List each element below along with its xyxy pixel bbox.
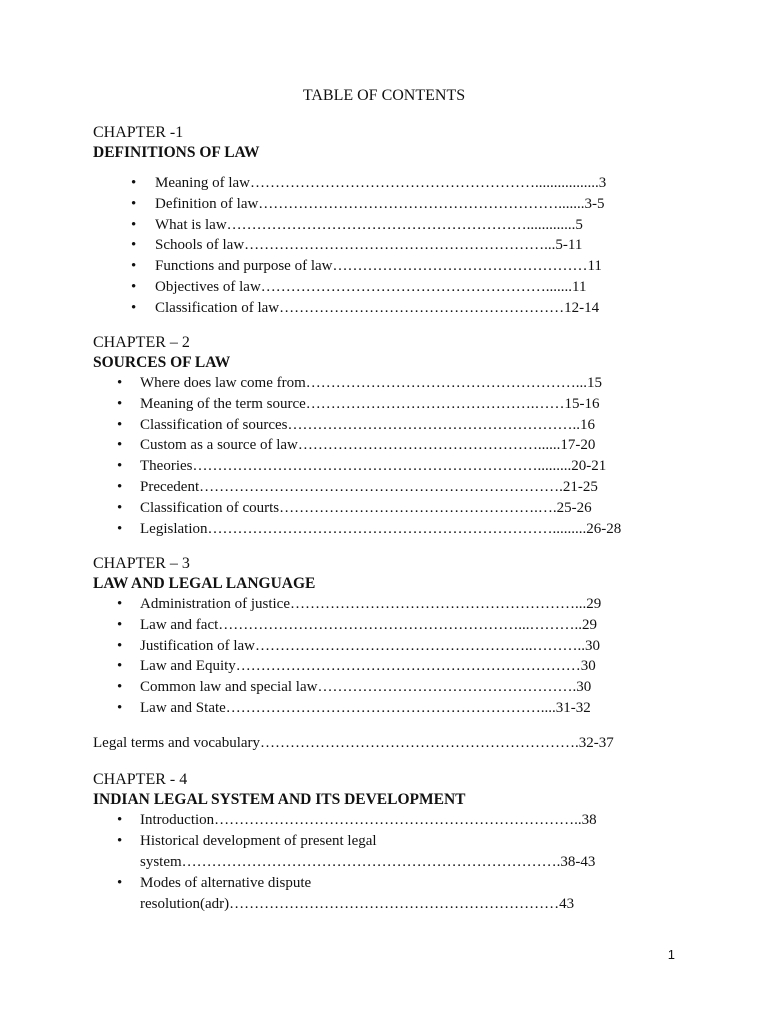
chapter-items <box>93 810 683 915</box>
toc-entry[interactable]: • Administration of justice…………………………………………………...29 <box>93 594 683 615</box>
bullet-icon: • <box>131 258 137 275</box>
toc-entry[interactable]: • Objectives of law………………………………………………….......11 <box>93 277 683 298</box>
toc-entry[interactable]: • Common law and special law…………………………………………….30 <box>93 677 683 698</box>
bullet-icon: • <box>117 616 123 633</box>
bullet-icon: • <box>117 499 123 516</box>
bullet-icon: • <box>131 237 137 254</box>
bullet-icon: • <box>117 520 123 537</box>
bullet-icon: • <box>131 216 137 233</box>
bullet-icon: • <box>131 299 137 316</box>
toc-entry[interactable]: • Schools of law……………………………………………………...5-11 <box>93 235 683 256</box>
toc-entry[interactable]: • Theories…………………………………………………………….........20-21 <box>93 456 683 477</box>
page-number: 1 <box>667 947 675 962</box>
chapter-items <box>93 594 683 719</box>
bullet-icon: • <box>131 278 137 295</box>
bullet-icon: • <box>117 596 123 612</box>
bullet-icon: • <box>117 395 123 412</box>
chapter-items <box>93 373 683 539</box>
toc-entry[interactable]: • Law and State………………………………………………………....31-32 <box>93 698 683 719</box>
chapter-number: CHAPTER - 4 <box>93 771 188 788</box>
toc-entry[interactable]: • Custom as a source of law…………………………………………......17-20 <box>93 435 683 456</box>
chapter-title: INDIAN LEGAL SYSTEM AND ITS DEVELOPMENT <box>93 791 466 808</box>
toc-entry[interactable]: • Definition of law…………………………………………………….......3-5 <box>93 194 683 215</box>
bullet-icon: • <box>117 375 123 391</box>
bullet-icon: • <box>117 658 123 675</box>
toc-entry[interactable]: • Legislation…………………………………………………………….........26-28 <box>93 519 683 540</box>
toc-entry[interactable]: • Meaning of law………………………………………………….................3 <box>93 173 683 194</box>
bullet-icon: • <box>117 699 123 716</box>
bullet-icon: • <box>117 832 123 849</box>
toc-entry[interactable]: • Justification of law………………………………………………..………..30 <box>93 636 683 657</box>
toc-entry[interactable]: • Classification of sources…………………………………………………..16 <box>93 415 683 436</box>
toc-entry[interactable]: • Law and fact……………………………………………………...………..29 <box>93 615 683 636</box>
toc-entry[interactable]: • Functions and purpose of law……………………………………………11 <box>93 256 683 277</box>
bullet-icon: • <box>117 437 123 454</box>
toc-entry[interactable]: • Precedent……………………………………………………………….21-25 <box>93 477 683 498</box>
bullet-icon: • <box>117 458 123 475</box>
chapter-number: CHAPTER – 2 <box>93 334 190 351</box>
bullet-icon: • <box>131 195 137 212</box>
toc-entry[interactable]: • Historical development of present legal system………………………………………………………………….38-43 <box>117 832 596 870</box>
bullet-icon: • <box>117 637 123 654</box>
chapter-title: SOURCES OF LAW <box>93 354 231 371</box>
chapter-items <box>93 173 683 319</box>
toc-entry[interactable]: • Law and Equity……………………………………………………………30 <box>93 656 683 677</box>
toc-entry[interactable]: • Meaning of the term source……………………………………….……15-16 <box>93 394 683 415</box>
chapter-number: CHAPTER – 3 <box>93 555 190 572</box>
toc-entry[interactable]: • Where does law come from………………………………………………...15 <box>93 373 683 394</box>
toc-entry[interactable]: • Introduction………………………………………………………………..38 <box>93 810 683 831</box>
chapter-number: CHAPTER -1 <box>93 124 184 141</box>
bullet-icon: • <box>117 812 123 828</box>
toc-entry-legal-terms[interactable]: Legal terms and vocabulary……………………………………………………….32-37 <box>93 735 614 751</box>
bullet-icon: • <box>117 478 123 495</box>
toc-entry[interactable]: • Modes of alternative dispute resolution(adr)…………………………………………………………43 <box>117 874 575 912</box>
toc-entry[interactable]: • What is law…………………………………………………….............5 <box>93 215 683 236</box>
chapter-title: DEFINITIONS OF LAW <box>93 144 260 161</box>
chapter-title: LAW AND LEGAL LANGUAGE <box>93 575 316 592</box>
bullet-icon: • <box>117 679 123 696</box>
bullet-icon: • <box>117 416 123 433</box>
bullet-icon: • <box>117 874 123 891</box>
bullet-icon: • <box>131 175 137 191</box>
page-title: TABLE OF CONTENTS <box>302 87 466 104</box>
toc-entry[interactable]: • Classification of law…………………………………………………12-14 <box>93 298 683 319</box>
toc-entry[interactable]: • Classification of courts…………………………………………….….25-26 <box>93 498 683 519</box>
